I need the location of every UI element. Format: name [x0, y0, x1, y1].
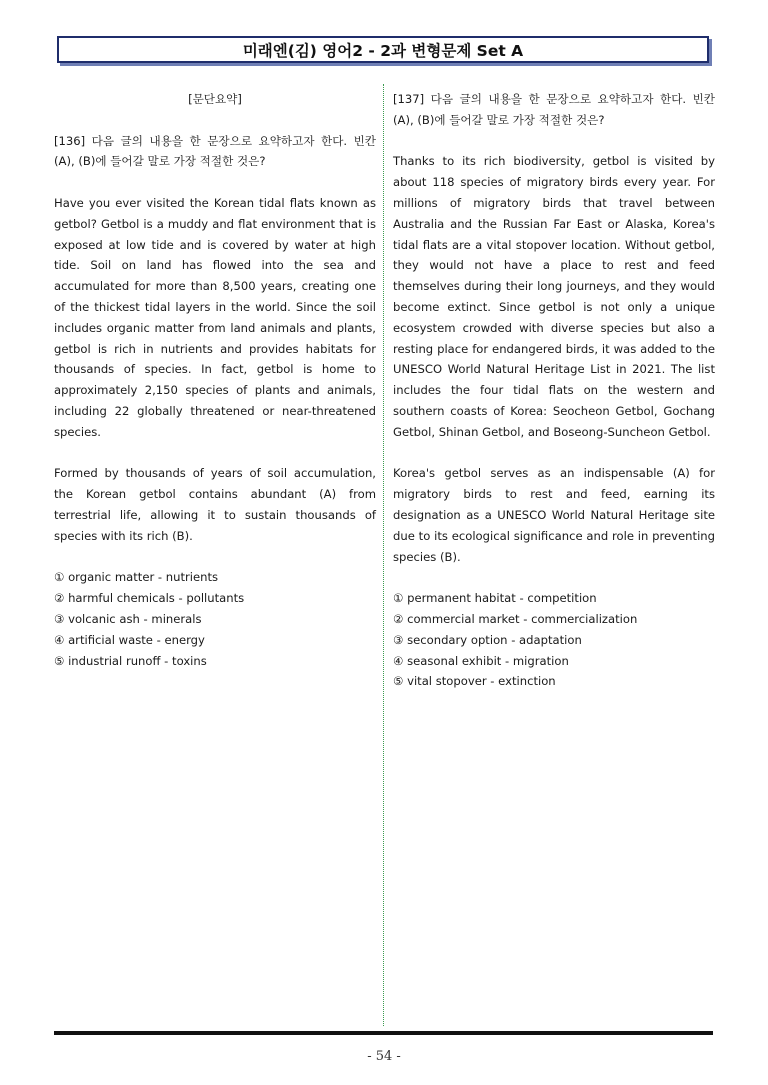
column-divider — [383, 84, 384, 1026]
question-137-passage: Thanks to its rich biodiversity, getbol is visited by about 118 species of migratory birds every year. For millions of migratory birds that travel between Australia and the Russian Far East or Alaska, Korea's tidal flats are a vital stopover location. Without getbol, they would not have a place to rest and feed themselves during their long journeys, and they would become extinct. Since getbol is not only a unique ecosystem crowded with diverse species but also a resting place for endangered birds, it was added to the UNESCO World Natural Heritage List in 2021. The list includes the four tidal flats on the western and southern coasts of Korea: Seocheon Getbol, Gochang Getbol, Shinan Getbol, and Boseong-Suncheon Getbol. — [393, 154, 715, 439]
question-136-summary: Formed by thousands of years of soil accumulation, the Korean getbol contains abundant (A) from terrestrial life, allowing it to sustain thousands of species with its rich (B). — [54, 466, 376, 543]
option-2[interactable]: ② commercial market - commercialization — [393, 611, 638, 626]
option-1[interactable]: ① permanent habitat - competition — [393, 591, 597, 606]
question-136-prompt: [136] 다음 글의 내용을 한 문장으로 요약하고자 한다. 빈칸 (A), (B)에 들어갈 말로 가장 적절한 것은? — [54, 133, 376, 169]
footer-rule — [54, 1031, 713, 1035]
question-136-passage: Have you ever visited the Korean tidal flats known as getbol? Getbol is a muddy and flat environment that is exposed at low tide and is covered by water at high tide. Soil on land has flowed into the sea and accumulated for more than 8,500 years, creating one of the thickest tidal layers in the world. Since the soil includes organic matter from land animals and plants, getbol is rich in nutrients and provides habitats for thousands of species. In fact, getbol is home to approximately 2,150 species of plants and animals, including 22 globally threatened or near-threatened species. — [54, 195, 376, 439]
question-137-summary: Korea's getbol serves as an indispensable (A) for migratory birds to rest and feed, earning its designation as a UNESCO World Natural Heritage site due to its ecological significance and role in preventing species (B). — [393, 466, 715, 564]
option-5[interactable]: ⑤ industrial runoff - toxins — [54, 653, 207, 668]
right-column — [393, 89, 715, 692]
section-label: [문단요약] — [188, 92, 242, 106]
option-3[interactable]: ③ secondary option - adaptation — [393, 632, 582, 647]
option-1[interactable]: ① organic matter - nutrients — [54, 570, 219, 585]
option-2[interactable]: ② harmful chemicals - pollutants — [54, 591, 245, 606]
option-3[interactable]: ③ volcanic ash - minerals — [54, 611, 202, 626]
page-number: - 54 - — [367, 1049, 401, 1064]
option-5[interactable]: ⑤ vital stopover - extinction — [393, 674, 556, 689]
option-4[interactable]: ④ seasonal exhibit - migration — [393, 653, 569, 668]
option-4[interactable]: ④ artificial waste - energy — [54, 632, 205, 647]
question-137-prompt: [137] 다음 글의 내용을 한 문장으로 요약하고자 한다. 빈칸 (A), (B)에 들어갈 말로 가장 적절한 것은? — [393, 92, 715, 127]
question-136-options — [54, 567, 376, 671]
worksheet-title: 미래엔(김) 영어2 - 2과 변형문제 Set A — [57, 36, 709, 63]
left-column — [54, 89, 376, 671]
question-137-options — [393, 588, 715, 692]
